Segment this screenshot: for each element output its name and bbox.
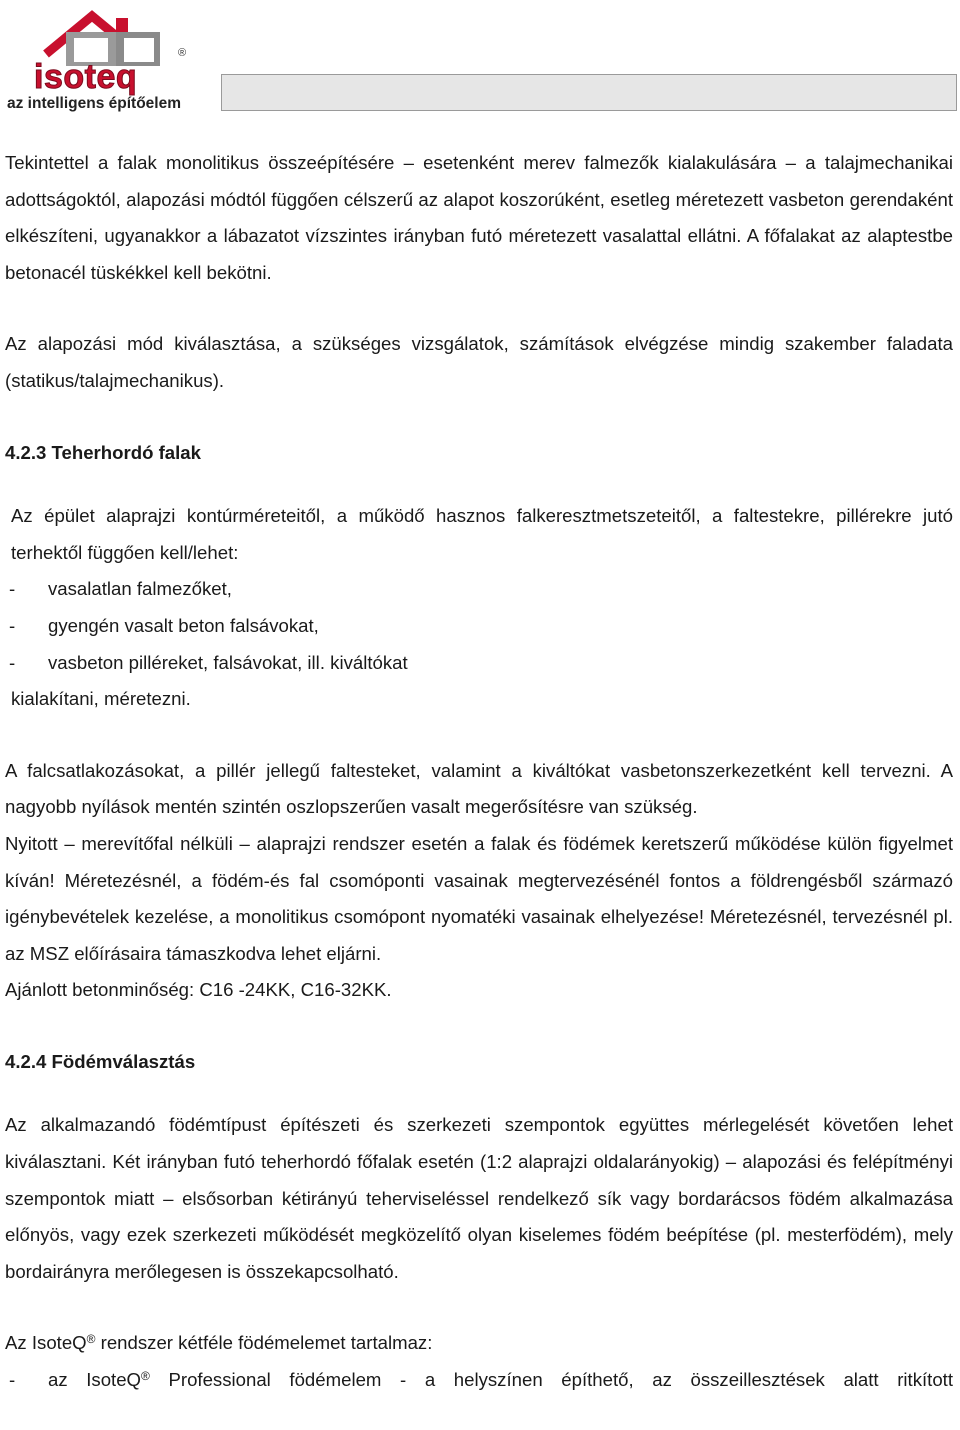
walls-list <box>5 571 953 681</box>
paragraph-isoteq-system: Az IsoteQ® rendszer kétféle födémelemet tartalmaz: <box>5 1332 433 1354</box>
document-body <box>5 145 953 1399</box>
paragraph-concrete-grade: Ajánlott betonminőség: C16 -24KK, C16-32KK. <box>5 979 392 1001</box>
list-item: - vasalatlan falmezőket, <box>9 578 232 600</box>
heading-4-2-4: 4.2.4 Födémválasztás <box>5 1050 196 1072</box>
floor-elements-list <box>5 1362 953 1399</box>
paragraph-floor-choice: Az alkalmazandó födémtípust építészeti és szerkezeti szempontok együttes mérlegelését követően lehet kiválasztani. Két irányban futó teherhordó főfalak esetén (1:2 alaprajzi oldalarányokig) – alapozási és felépítményi szempontok miatt – elsősorban kétirányú teherviseléssel rendelkező sík vagy bordarácsos födém alkalmazása előnyös, vagy ezek szerkezeti működését megközelítő olyan kiselemes födém beépítése (pl. mesterfödém), mely bordairányra merőlegesen is összekapcsolható. <box>5 1114 953 1282</box>
paragraph-walls-intro: Az épület alaprajzi kontúrméreteitől, a működő hasznos falkeresztmetszeteitől, a faltestekre, pillérekre jutó terhektől függően kell/lehet: <box>11 505 953 563</box>
list-item: - vasbeton pilléreket, falsávokat, ill. kiváltókat <box>9 651 408 673</box>
paragraph-expert: Az alapozási mód kiválasztása, a szükséges vizsgálatok, számítások elvégzése mindig szakember faladata (statikus/talajmechanikus). <box>5 333 953 391</box>
paragraph-joints: A falcsatlakozásokat, a pillér jellegű faltesteket, valamint a kiváltókat vasbetonszerkezetként kell tervezni. A nagyobb nyílások mentén szintén oszlopszerűen vasalt megerősítésre van szükség. <box>5 759 953 818</box>
registered-mark: ® <box>178 47 187 59</box>
page-header <box>0 0 960 120</box>
heading-4-2-3: 4.2.3 Teherhordó falak <box>5 441 201 463</box>
logo-brand-text: isoteq <box>34 58 138 96</box>
paragraph-walls-end: kialakítani, méretezni. <box>11 688 191 710</box>
header-bar <box>221 74 957 111</box>
paragraph-open-system: Nyitott – merevítőfal nélküli – alaprajzi rendszer esetén a falak és födémek keretszerű működése külön figyelmet kíván! Méretezésnél, a födém-és fal csomóponti vasainak megtervezésénél fontos a földrengésből származó igénybevételek kezelése, a monolitikus csomópont nyomatéki vasainak elhelyezése! Méretezésnél, tervezésnél pl. az MSZ előírásaira támaszkodva lehet eljárni. <box>5 832 953 964</box>
logo-tagline: az intelligens építőelem <box>7 95 181 112</box>
list-item: - az IsoteQ® Professional födémelem - a helyszínen építhető, az összeillesztések alatt ritkított <box>9 1369 954 1391</box>
paragraph-foundation: Tekintettel a falak monolitikus összeépítésére – esetenként merev falmezők kialakulására – a talajmechanikai adottságoktól, alapozási módtól függően célszerű az alapot koszorúként, esetleg méretezett vasbeton gerendaként elkészíteni, ugyanakkor a lábazatot vízszintes irányban futó méretezett vasalattal ellátni. A főfalakat az alaptestbe betonacél tüskékkel kell bekötni. <box>5 152 953 283</box>
list-item: - gyengén vasalt beton falsávokat, <box>9 614 319 636</box>
isoteq-logo <box>4 2 214 114</box>
